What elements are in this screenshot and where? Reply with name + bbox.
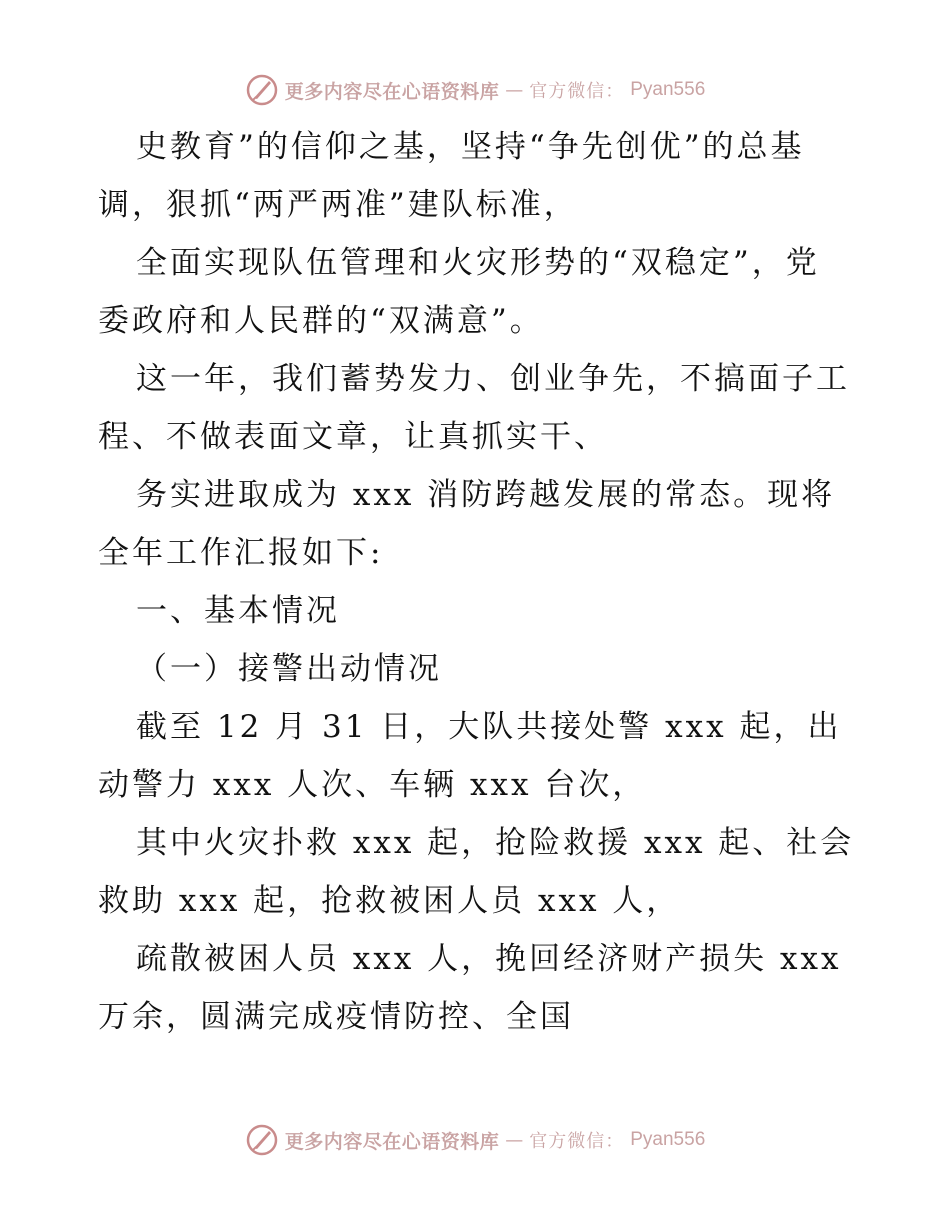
watermark-separator: — — [505, 1129, 524, 1151]
text-line: 动警力 xxx 人次、车辆 xxx 台次， — [98, 767, 647, 803]
watermark-brand: 更多内容尽在心语资料库 — [284, 1130, 500, 1153]
watermark-wechat-id: Pyan556 — [630, 1129, 706, 1150]
text-line: 务实进取成为 xxx 消防跨越发展的常态。现将 — [136, 477, 836, 513]
text-line: 截至 12 月 31 日，大队共接处警 xxx 起，出 — [136, 709, 842, 745]
text-line: 万余，圆满完成疫情防控、全国 — [98, 999, 574, 1035]
watermark-wechat-label: 官方微信： — [529, 81, 625, 102]
text-line: 史教育”的信仰之基，坚持“争先创优”的总基 — [136, 129, 805, 165]
document-body — [98, 118, 858, 1046]
text-line: 救助 xxx 起，抢救被困人员 xxx 人， — [98, 883, 681, 919]
text-line: 这一年，我们蓄势发力、创业争先，不搞面子工 — [136, 361, 850, 397]
text-line: 全年工作汇报如下: — [98, 535, 384, 571]
quill-logo-icon — [245, 1123, 279, 1157]
watermark-brand: 更多内容尽在心语资料库 — [284, 80, 500, 103]
footer-watermark — [0, 1122, 950, 1158]
text-line: 疏散被困人员 xxx 人，挽回经济财产损失 xxx — [136, 941, 842, 977]
text-line: 委政府和人民群的“双满意”。 — [98, 303, 544, 339]
watermark-separator: — — [505, 79, 524, 101]
watermark-wechat-id: Pyan556 — [630, 79, 706, 100]
subsection-heading: （一）接警出动情况 — [136, 651, 442, 687]
section-heading: 一、基本情况 — [136, 593, 340, 629]
text-line: 程、不做表面文章，让真抓实干、 — [98, 419, 608, 455]
quill-logo-icon — [245, 73, 279, 107]
watermark-wechat-label: 官方微信： — [529, 1131, 625, 1152]
text-line: 全面实现队伍管理和火灾形势的“双稳定”，党 — [136, 245, 820, 281]
header-watermark — [0, 72, 950, 108]
text-line: 调，狠抓“两严两准”建队标准， — [98, 187, 578, 223]
text-line: 其中火灾扑救 xxx 起，抢险救援 xxx 起、社会 — [136, 825, 855, 861]
